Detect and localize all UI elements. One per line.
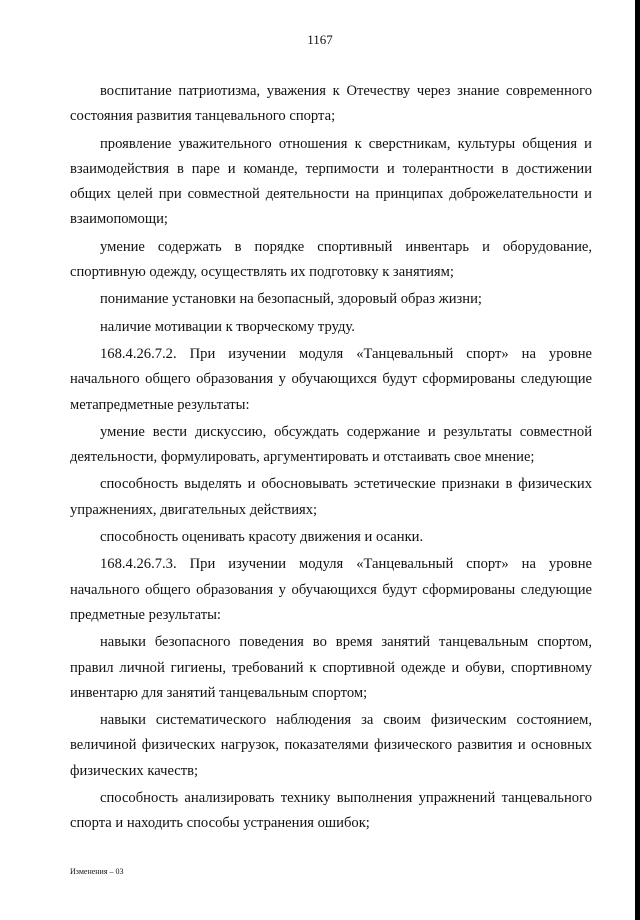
paragraph: способность выделять и обосновывать эстетические признаки в физических упражнениях, двигательных действиях;	[70, 476, 592, 518]
paragraph: навыки систематического наблюдения за своим физическим состоянием, величиной физических нагрузок, показателями физического развития и основных физических качеств;	[70, 712, 592, 779]
paragraph: умение содержать в порядке спортивный инвентарь и оборудование, спортивную одежду, осуществлять их подготовку к занятиям;	[70, 238, 592, 281]
paragraph: умение вести дискуссию, обсуждать содержание и результаты совместной деятельности, формулировать, аргументировать и отстаивать свое мнение;	[70, 423, 592, 466]
paragraph: наличие мотивации к творческому труду.	[100, 318, 355, 335]
paragraph: способность оценивать красоту движения и осанки.	[100, 529, 424, 546]
body-text	[70, 79, 592, 837]
paragraph: навыки безопасного поведения во время занятий танцевальным спортом, правил личной гигиены, требований к спортивной одежде и обуви, спортивному инвентарю для занятий танцевальным спортом;	[70, 634, 592, 701]
footer-revision-note: Изменения – 03	[70, 867, 124, 876]
paragraph: понимание установки на безопасный, здоровый образ жизни;	[100, 291, 482, 308]
paragraph: проявление уважительного отношения к сверстникам, культуры общения и взаимодействия в паре и команде, терпимости и толерантности в достижении общих целей при совместной деятельности на принципах доброжелательности и взаимопомощи;	[70, 135, 592, 228]
paragraph: воспитание патриотизма, уважения к Отечеству через знание современного состояния развития танцевального спорта;	[70, 83, 592, 125]
page-number: 1167	[307, 32, 333, 47]
paragraph: 168.4.26.7.2. При изучении модуля «Танцевальный спорт» на уровне начального общего образования у обучающихся будут сформированы следующие метапредметные результаты:	[70, 345, 592, 413]
paragraph: 168.4.26.7.3. При изучении модуля «Танцевальный спорт» на уровне начального общего образования у обучающихся будут сформированы следующие предметные результаты:	[70, 556, 592, 623]
paragraph: способность анализировать технику выполнения упражнений танцевального спорта и находить способы устранения ошибок;	[70, 790, 592, 832]
scan-edge-border	[635, 0, 640, 920]
